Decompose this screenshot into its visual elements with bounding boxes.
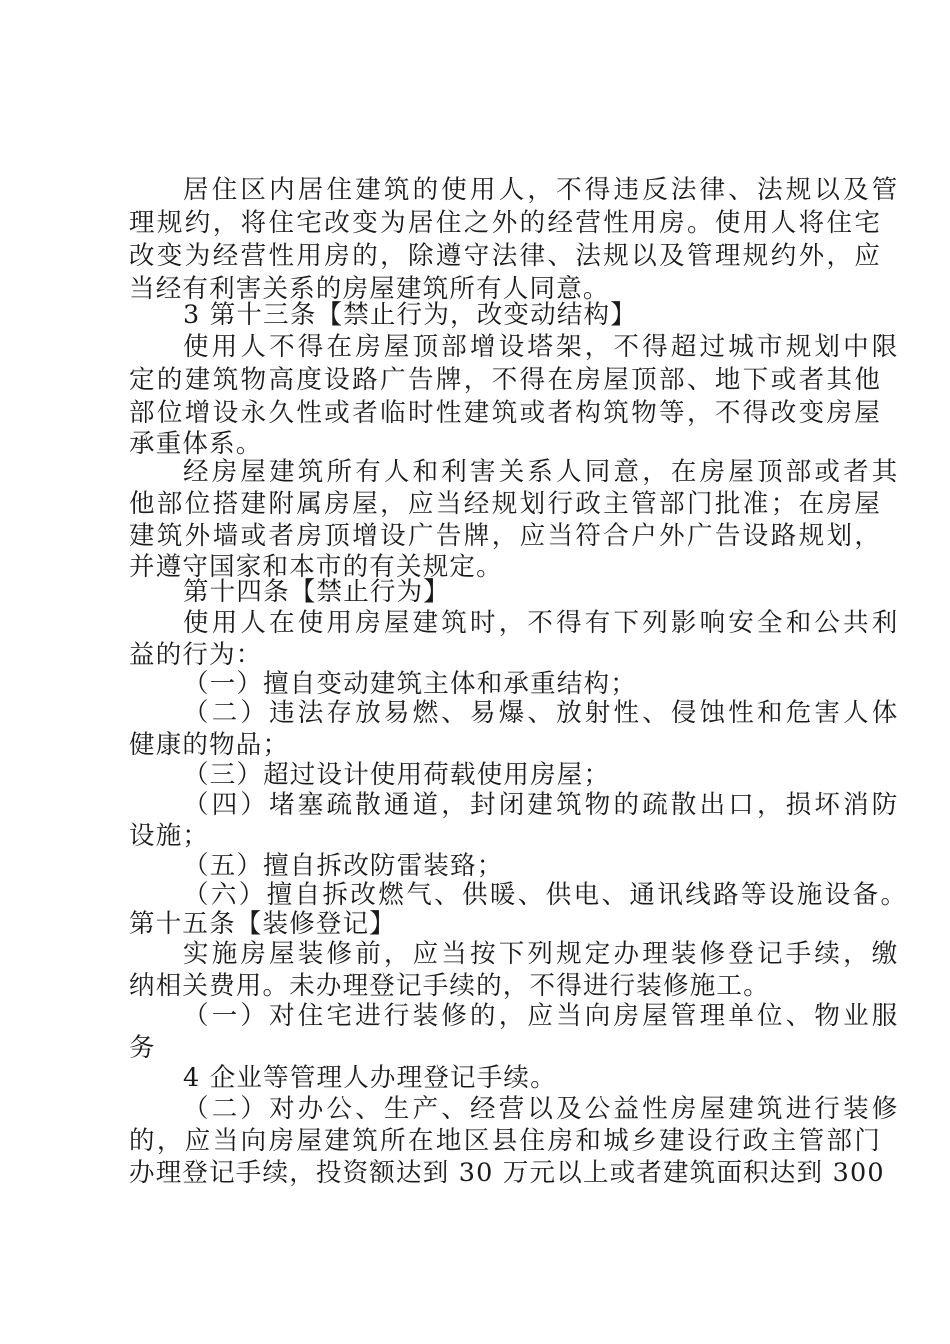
list-item: （二）违法存放易燃、易爆、放射性、侵蚀性和危害人体 bbox=[183, 698, 901, 728]
list-item: 健康的物品； bbox=[129, 730, 290, 760]
list-item: （四）堵塞疏散通道，封闭建筑物的疏散出口，损坏消防 bbox=[183, 790, 901, 820]
paragraph-line: 并遵守国家和本市的有关规定。 bbox=[129, 552, 503, 582]
list-item: （一）对住宅进行装修的，应当向房屋管理单位、物业服 bbox=[183, 1001, 901, 1031]
paragraph-line: 使用人不得在房屋顶部增设塔架，不得超过城市规划中限 bbox=[183, 332, 901, 362]
list-item: 务 bbox=[129, 1033, 156, 1063]
paragraph-line: 使用人在使用房屋建筑时，不得有下列影响安全和公共利 bbox=[183, 608, 901, 638]
list-item: （六）擅自拆改燃气、供暖、供电、通讯线路等设施设备。 bbox=[183, 880, 909, 910]
list-item: （二）对办公、生产、经营以及公益性房屋建筑进行装修 bbox=[183, 1094, 901, 1124]
paragraph-line: 办理登记手续，投资额达到 30 万元以上或者建筑面积达到 300 bbox=[129, 1158, 885, 1188]
paragraph-line: 部位增设永久性或者临时性建筑或者构筑物等，不得改变房屋 bbox=[129, 398, 883, 428]
paragraph-line: 建筑外墙或者房顶增设广告牌，应当符合户外广告设路规划， bbox=[129, 521, 883, 551]
paragraph-line: 承重体系。 bbox=[129, 429, 263, 459]
paragraph-line: 当经有利害关系的房屋建筑所有人同意。 bbox=[129, 274, 610, 304]
paragraph-line: 4 企业等管理人办理登记手续。 bbox=[183, 1063, 557, 1093]
paragraph-line: 他部位搭建附属房屋，应当经规划行政主管部门批准；在房屋 bbox=[129, 489, 883, 519]
paragraph-line: 纳相关费用。未办理登记手续的，不得进行装修施工。 bbox=[129, 971, 770, 1001]
paragraph-line: 居住区内居住建筑的使用人，不得违反法律、法规以及管 bbox=[183, 175, 901, 205]
list-item: 设施； bbox=[129, 821, 210, 851]
list-item: （五）擅自拆改防雷装臵； bbox=[183, 851, 504, 881]
paragraph-line: 定的建筑物高度设路广告牌，不得在房屋顶部、地下或者其他 bbox=[129, 365, 883, 395]
paragraph-line: 改变为经营性用房的，除遵守法律、法规以及管理规约外，应 bbox=[129, 241, 883, 271]
article-heading: 第十四条【禁止行为】 bbox=[183, 577, 451, 607]
paragraph-line: 实施房屋装修前，应当按下列规定办理装修登记手续，缴 bbox=[183, 939, 901, 969]
article-heading: 3 第十三条【禁止行为，改变动结构】 bbox=[183, 300, 637, 330]
paragraph-line: 理规约，将住宅改变为居住之外的经营性用房。使用人将住宅 bbox=[129, 208, 883, 238]
list-item: （三）超过设计使用荷载使用房屋； bbox=[183, 760, 611, 790]
paragraph-line: 的，应当向房屋建筑所在地区县住房和城乡建设行政主管部门 bbox=[129, 1126, 883, 1156]
paragraph-line: 益的行为： bbox=[129, 640, 263, 670]
article-heading: 第十五条【装修登记】 bbox=[129, 909, 397, 939]
list-item: （一）擅自变动建筑主体和承重结构； bbox=[183, 669, 637, 699]
paragraph-line: 经房屋建筑所有人和利害关系人同意，在房屋顶部或者其 bbox=[183, 457, 901, 487]
